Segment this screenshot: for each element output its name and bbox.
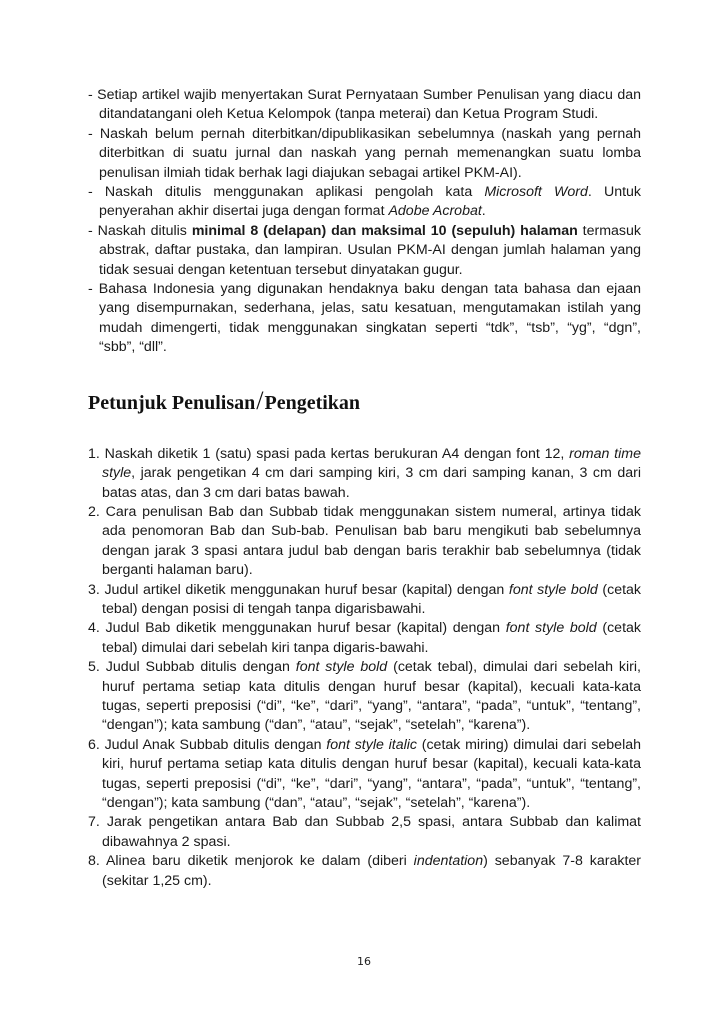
requirement-item: - Naskah belum pernah diterbitkan/dipublikasikan sebelumnya (naskah yang pernah diterbitkan di suatu jurnal dan naskah yang pernah memenangkan suatu lomba penulisan ilmiah tidak berhak lagi diajukan sebagai artikel PKM-AI). xyxy=(88,125,641,181)
requirement-item: - Naskah ditulis minimal 8 (delapan) dan maksimal 10 (sepuluh) halaman termasuk abstrak, daftar pustaka, dan lampiran. Usulan PKM-AI dengan jumlah halaman yang tidak sesuai dengan ketentuan tersebut dinyatakan gugur. xyxy=(88,222,641,278)
document-page xyxy=(88,86,641,891)
numbered-item: 6. Judul Anak Subbab ditulis dengan font style italic (cetak miring) dimulai dari sebelah kiri, huruf pertama setiap kata ditulis dengan huruf besar (kapital), kecuali kata-kata tugas, seperti preposisi (“di”, “ke”, “dari”, “yang”, “antara”, “pada”, “untuk”, “tentang”, “dengan”); kata sambung (“dan”, “atau”, “sejak”, “setelah”, “karena”). xyxy=(88,736,641,811)
numbered-item: 8. Alinea baru diketik menjorok ke dalam (diberi indentation) sebanyak 7-8 karakter (sekitar 1,25 cm). xyxy=(88,853,641,889)
numbered-item: 7. Jarak pengetikan antara Bab dan Subbab 2,5 spasi, antara Subbab dan kalimat dibawahnya 2 spasi. xyxy=(88,814,641,850)
section-heading: Petunjuk Penulisan/Pengetikan xyxy=(88,385,361,415)
numbered-item: 3. Judul artikel diketik menggunakan huruf besar (kapital) dengan font style bold (cetak tebal) dengan posisi di tengah tanpa digarisbawahi. xyxy=(88,581,642,617)
numbered-item: 4. Judul Bab diketik menggunakan huruf besar (kapital) dengan font style bold (cetak tebal) dimulai dari sebelah kiri tanpa digaris-bawahi. xyxy=(88,620,641,656)
numbered-item: 5. Judul Subbab ditulis dengan font style bold (cetak tebal), dimulai dari sebelah kiri, huruf pertama setiap kata ditulis dengan huruf besar (kapital), kecuali kata-kata tugas, seperti preposisi (“di”, “ke”, “dari”, “yang”, “antara”, “pada”, “untuk”, “tentang”, “dengan”); kata sambung (“dan”, “atau”, “sejak”, “setelah”, “karena”). xyxy=(88,659,641,734)
numbered-item: 1. Naskah diketik 1 (satu) spasi pada kertas berukuran A4 dengan font 12, roman time style, jarak pengetikan 4 cm dari samping kiri, 3 cm dari samping kanan, 3 cm dari batas atas, dan 3 cm dari batas bawah. xyxy=(88,445,641,501)
requirement-item: - Naskah ditulis menggunakan aplikasi pengolah kata Microsoft Word. Untuk penyerahan akhir disertai juga dengan format Adobe Acrobat. xyxy=(88,184,642,220)
page-number: 16 xyxy=(357,955,371,968)
requirement-item: - Bahasa Indonesia yang digunakan hendaknya baku dengan tata bahasa dan ejaan yang disempurnakan, sederhana, jelas, satu kesatuan, mengutamakan istilah yang mudah dimengerti, tidak menggunakan singkatan seperti “tdk”, “tsb”, “yg”, “dgn”, “sbb”, “dll”. xyxy=(88,281,641,356)
numbered-item: 2. Cara penulisan Bab dan Subbab tidak menggunakan sistem numeral, artinya tidak ada penomoran Bab dan Sub-bab. Penulisan bab baru mengikuti bab sebelumnya dengan jarak 3 spasi antara judul bab dengan baris terakhir bab sebelumnya (tidak berganti halaman baru). xyxy=(88,503,641,579)
requirement-item: - Setiap artikel wajib menyertakan Surat Pernyataan Sumber Penulisan yang diacu dan ditandatangani oleh Ketua Kelompok (tanpa meterai) dan Ketua Program Studi. xyxy=(88,87,641,123)
